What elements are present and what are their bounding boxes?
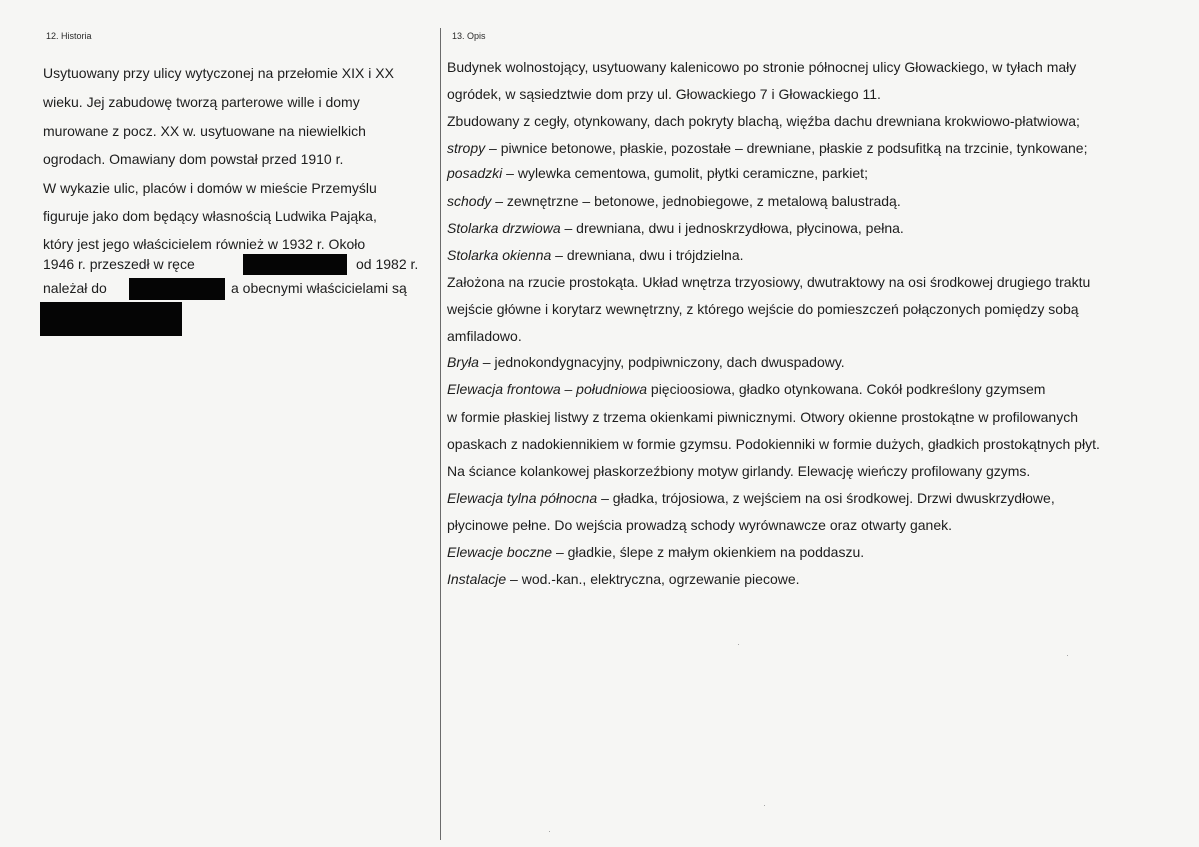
- history-line: figuruje jako dom będący własnością Ludwika Pająka,: [43, 208, 377, 224]
- description-text: – gładka, trójosiowa, z wejściem na osi środkowej. Drzwi dwuskrzydłowe,: [597, 490, 1055, 506]
- history-text: należał do: [43, 280, 107, 296]
- description-line: [447, 352, 845, 372]
- scan-speck: ·: [763, 800, 766, 810]
- scan-speck: ·: [1066, 650, 1069, 660]
- redacted-block: [243, 254, 347, 275]
- description-text: pięcioosiowa, gładko otynkowana. Cokół podkreślony gzymsem: [647, 381, 1046, 397]
- description-label: Stolarka okienna: [447, 247, 552, 263]
- history-line: [43, 278, 438, 302]
- description-line: w formie płaskiej listwy z trzema okienkami piwnicznymi. Otwory okienne prostokątne w profilowanych: [447, 409, 1079, 425]
- description-line: [447, 569, 800, 589]
- description-line: Założona na rzucie prostokąta. Układ wnętrza trzyosiowy, dwutraktowy na osi środkowej drugiego traktu: [447, 274, 1091, 290]
- description-text: – wod.-kan., elektryczna, ogrzewanie piecowe.: [506, 571, 800, 587]
- description-line: Budynek wolnostojący, usytuowany kalenicowo po stronie północnej ulicy Głowackiego, w tyłach mały: [447, 59, 1077, 75]
- description-line: opaskach z nadokiennikiem w formie gzymsu. Podokienniki w formie dużych, gładkich prostokątnych płyt.: [447, 436, 1100, 452]
- description-line: [447, 379, 1045, 399]
- description-text: – gładkie, ślepe z małym okienkiem na poddaszu.: [552, 544, 865, 560]
- history-text: a obecnymi właścicielami są: [231, 280, 407, 296]
- description-line: amfiladowo.: [447, 328, 522, 344]
- redacted-block: [40, 302, 182, 336]
- description-line: [447, 488, 1055, 508]
- description-line: [447, 542, 864, 562]
- description-line: [447, 218, 904, 238]
- description-label: Elewacje boczne: [447, 544, 553, 560]
- description-line: ogródek, w sąsiedztwie dom przy ul. Głowackiego 7 i Głowackiego 11.: [447, 86, 881, 102]
- description-label: Elewacja frontowa – południowa: [447, 381, 648, 397]
- description-text: – jednokondygnacyjny, podpiwniczony, dach dwuspadowy.: [478, 354, 845, 370]
- history-section-header: 12. Historia: [46, 31, 92, 41]
- description-label: Bryła: [447, 354, 479, 370]
- description-line: płycinowe pełne. Do wejścia prowadzą schody wyrównawcze oraz otwarty ganek.: [447, 517, 953, 533]
- description-label: Instalacje: [447, 571, 507, 587]
- description-text: – piwnice betonowe, płaskie, pozostałe – drewniane, płaskie z podsufitką na trzcinie, tynkowane;: [485, 140, 1088, 156]
- description-line: Zbudowany z cegły, otynkowany, dach pokryty blachą, więźba dachu drewniana krokwiowo-płatwiowa;: [447, 113, 1080, 129]
- description-label: Stolarka drzwiowa: [447, 220, 561, 236]
- description-line: [447, 191, 901, 211]
- description-text: – drewniana, dwu i trójdzielna.: [551, 247, 744, 263]
- description-text: – wylewka cementowa, gumolit, płytki ceramiczne, parkiet;: [502, 165, 868, 181]
- history-line: wieku. Jej zabudowę tworzą parterowe wille i domy: [43, 94, 360, 110]
- description-label: Elewacja tylna północna: [447, 490, 598, 506]
- scan-speck: ·: [548, 826, 551, 836]
- redacted-block: [129, 278, 225, 300]
- history-line: który jest jego właścicielem również w 1932 r. Około: [43, 236, 366, 252]
- description-line: Na ściance kolankowej płaskorzeźbiony motyw girlandy. Elewację wieńczy profilowany gzyms.: [447, 463, 1031, 479]
- history-line: W wykazie ulic, placów i domów w mieście Przemyślu: [43, 180, 377, 196]
- description-line: [447, 138, 1087, 158]
- description-label: posadzki: [447, 165, 503, 181]
- column-divider: [440, 28, 441, 840]
- history-text: 1946 r. przeszedł w ręce: [43, 256, 195, 272]
- history-line: ogrodach. Omawiany dom powstał przed 1910 r.: [43, 151, 344, 167]
- description-line: [447, 163, 868, 183]
- description-text: – drewniana, dwu i jednoskrzydłowa, płycinowa, pełna.: [560, 220, 904, 236]
- history-line: murowane z pocz. XX w. usytuowane na niewielkich: [43, 123, 366, 139]
- description-line: [447, 245, 744, 265]
- history-line: [43, 254, 438, 278]
- description-label: stropy: [447, 140, 486, 156]
- scan-speck: ·: [737, 639, 740, 649]
- history-text: od 1982 r.: [356, 256, 419, 272]
- description-label: schody: [447, 193, 492, 209]
- description-text: – zewnętrzne – betonowe, jednobiegowe, z metalową balustradą.: [491, 193, 901, 209]
- description-section-header: 13. Opis: [452, 31, 486, 41]
- history-line: Usytuowany przy ulicy wytyczonej na przełomie XIX i XX: [43, 65, 394, 81]
- description-line: wejście główne i korytarz wewnętrzny, z którego wejście do pomieszczeń połączonych pomiędzy sobą: [447, 301, 1079, 317]
